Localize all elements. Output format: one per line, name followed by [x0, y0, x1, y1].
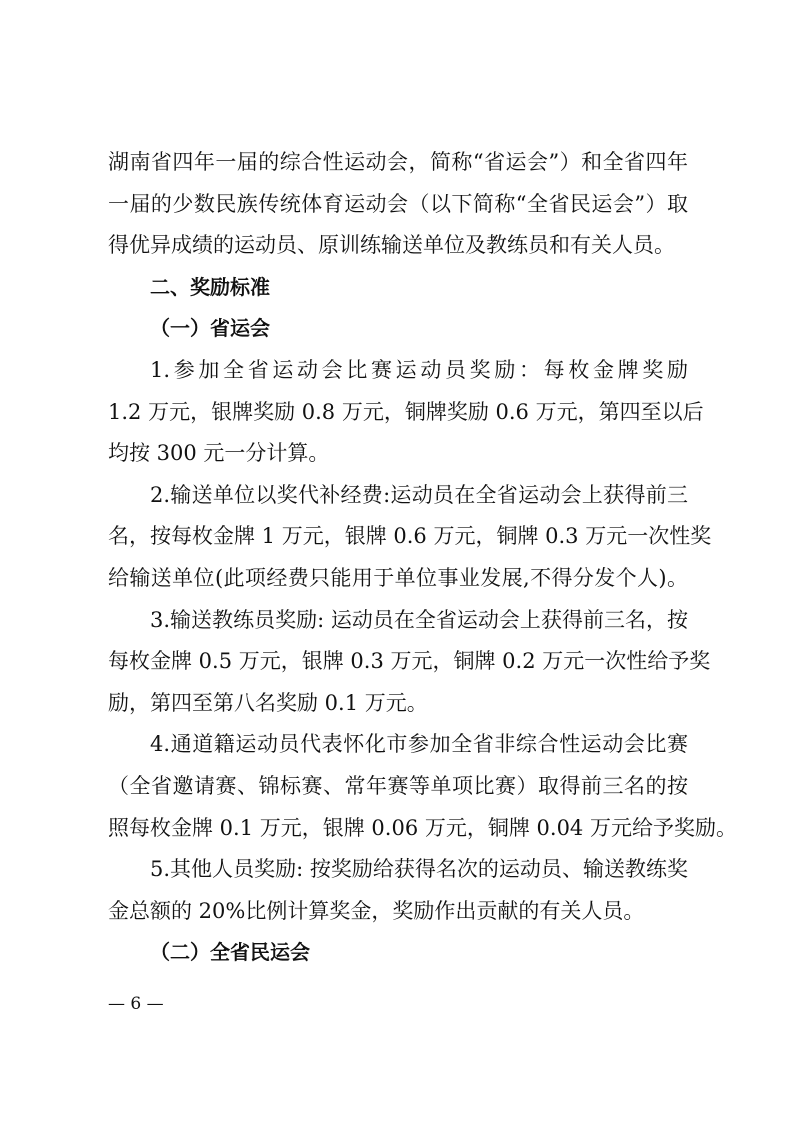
item1-line-1: 1.参加全省运动会比赛运动员奖励：每枚金牌奖励 — [150, 357, 688, 382]
item3-line-3: 励，第四至第八名奖励 0.1 万元。 — [108, 690, 428, 715]
item1-line-2: 1.2 万元，银牌奖励 0.8 万元，铜牌奖励 0.6 万元，第四至以后 — [108, 399, 704, 424]
item2-line-1: 2.输送单位以奖代补经费:运动员在全省运动会上获得前三 — [150, 482, 688, 507]
page-number: — 6 — — [108, 994, 164, 1014]
section-heading-reward-standard: 二、奖励标准 — [150, 274, 270, 299]
document-body — [108, 142, 737, 974]
item3-line-2: 每枚金牌 0.5 万元，银牌 0.3 万元，铜牌 0.2 万元一次性给予奖 — [108, 649, 711, 674]
item4-line-2: （全省邀请赛、锦标赛、常年赛等单项比赛）取得前三名的按 — [108, 773, 688, 798]
item4-line-3: 照每枚金牌 0.1 万元，银牌 0.06 万元，铜牌 0.04 万元给予奖励。 — [108, 815, 737, 840]
subheading-provincial-games: （一）省运会 — [150, 316, 270, 341]
item2-line-2: 名，按每枚金牌 1 万元，银牌 0.6 万元，铜牌 0.3 万元一次性奖 — [108, 524, 712, 549]
intro-line-3: 得优异成绩的运动员、原训练输送单位及教练员和有关人员。 — [108, 233, 675, 258]
item1-line-3: 均按 300 元一分计算。 — [108, 441, 330, 466]
item5-line-2: 金总额的 20%比例计算奖金，奖励作出贡献的有关人员。 — [108, 898, 645, 923]
item5-line-1: 5.其他人员奖励: 按奖励给获得名次的运动员、输送教练奖 — [150, 857, 688, 882]
intro-line-1: 湖南省四年一届的综合性运动会，简称“省运会”）和全省四年 — [108, 150, 688, 174]
item3-line-1: 3.输送教练员奖励: 运动员在全省运动会上获得前三名，按 — [150, 607, 688, 632]
item2-line-3: 给输送单位(此项经费只能用于单位事业发展,不得分发个人)。 — [108, 565, 688, 590]
intro-line-2: 一届的少数民族传统体育运动会（以下简称“全省民运会”）取 — [108, 191, 688, 216]
item4-line-1: 4.通道籍运动员代表怀化市参加全省非综合性运动会比赛 — [150, 732, 688, 757]
subheading-ethnic-games: （二）全省民运会 — [150, 940, 310, 965]
